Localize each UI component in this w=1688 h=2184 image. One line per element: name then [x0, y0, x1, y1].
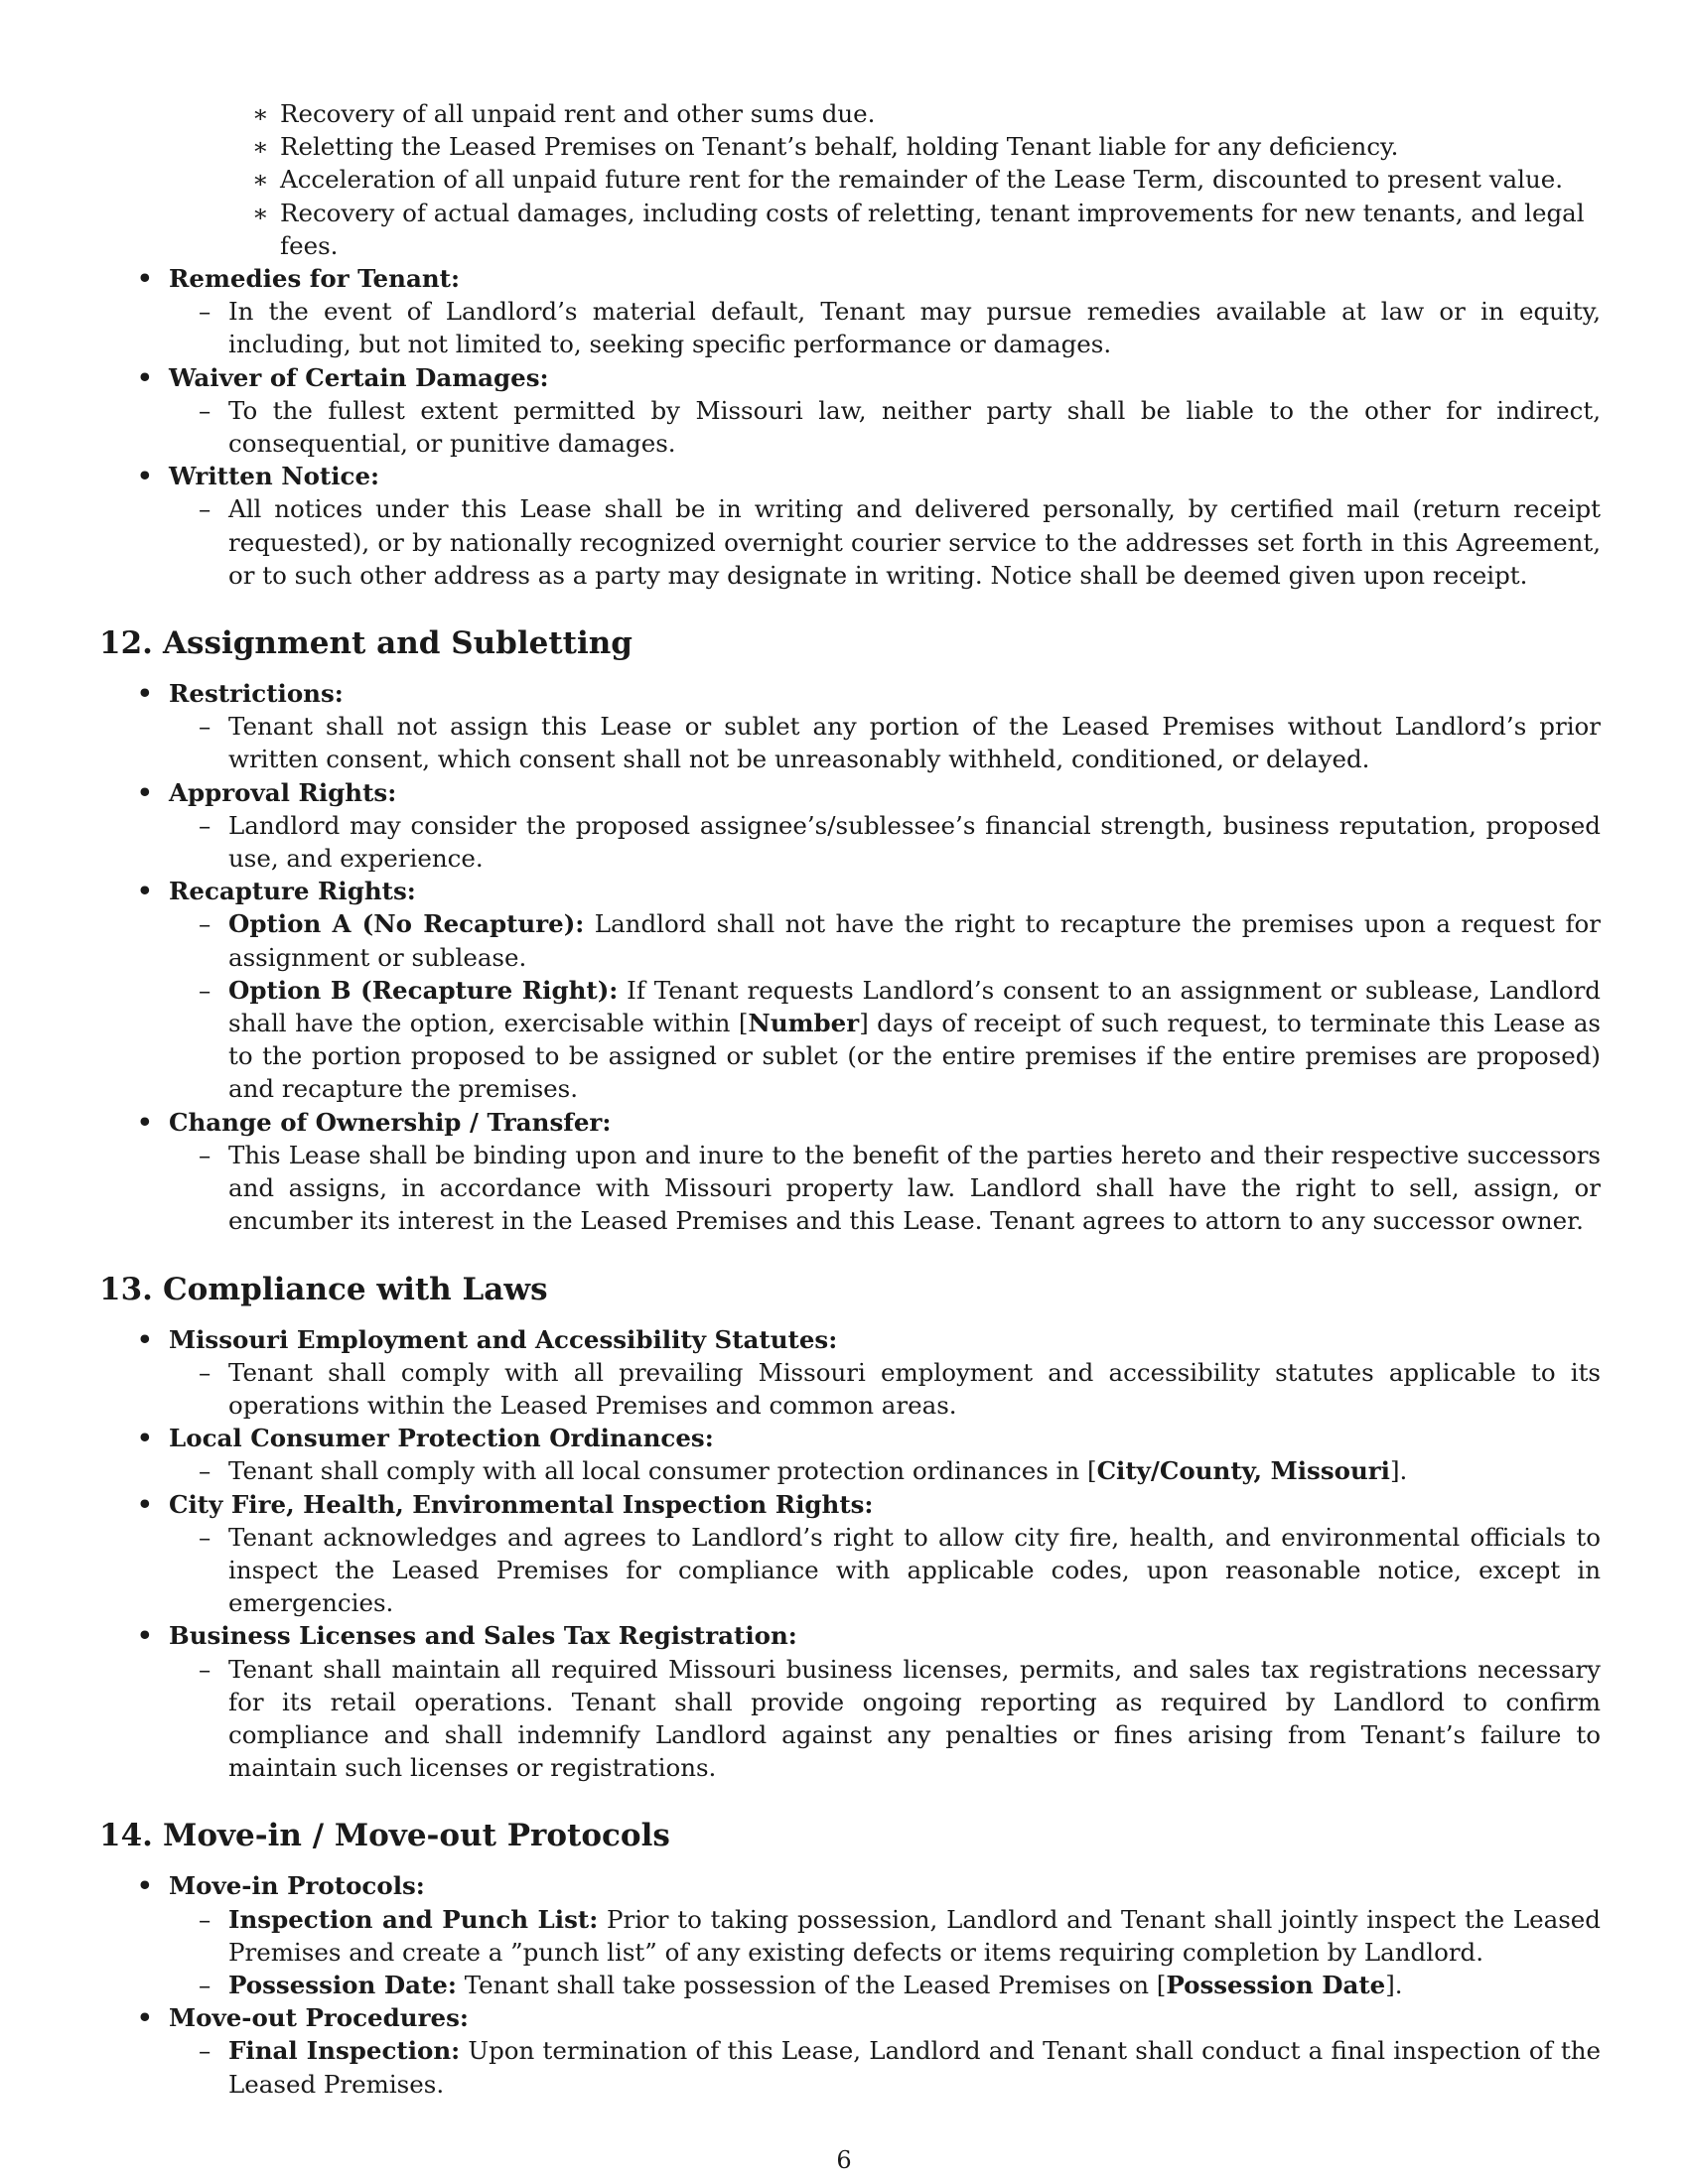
business-licenses-text: – Tenant shall maintain all required Missouri business licenses, permits, and sales tax registrations necessary for its retail operations. Tenant shall provide ongoing reporting as required by Landlord to confirm compliance and shall indemnify Landlord against any penalties or fines arising from Tenant’s failure to maintain such licenses or registrations. [99, 1653, 1601, 1785]
employment-statutes-heading: • Missouri Employment and Accessibility Statutes: [99, 1323, 1601, 1356]
option-b-item [99, 974, 1601, 1106]
section-13-title [99, 1270, 1601, 1309]
move-in-heading: • Move-in Protocols: [99, 1869, 1601, 1902]
possession-date-text: Tenant shall take possession of the Leased Premises on [ [456, 1970, 1167, 1999]
restrictions-text: – Tenant shall not assign this Lease or sublet any portion of the Leased Premises without Landlord’s prior written consent, which consent shall not be unreasonably withheld, conditioned, or delayed. [99, 710, 1601, 775]
restrictions-heading: • Restrictions: [99, 677, 1601, 710]
change-of-ownership-text: – This Lease shall be binding upon and inure to the benefit of the parties hereto and their respective successors and assigns, in accordance with Missouri property law. Landlord shall have the right to sell, assign, or encumber its interest in the Leased Premises and this Lease. Tenant agrees to attorn to any successor owner. [99, 1139, 1601, 1238]
final-inspection-text: Upon termination of this Lease, Landlord and Tenant shall conduct a final inspection of the Leased Premises. [228, 2036, 1601, 2099]
consumer-protection-heading: • Local Consumer Protection Ordinances: [99, 1422, 1601, 1454]
move-out-heading: • Move-out Procedures: [99, 2001, 1601, 2034]
section-number: 14. [99, 1818, 153, 1854]
approval-rights-heading: • Approval Rights: [99, 776, 1601, 809]
option-b-text: If Tenant requests Landlord’s consent to an assignment or sublease, Landlord shall have the option, exercisable within [ [228, 975, 1601, 1038]
punch-list-item [99, 1903, 1601, 1969]
city-county-placeholder: City/County, Missouri [1096, 1456, 1390, 1486]
waiver-heading: • Waiver of Certain Damages: [99, 361, 1601, 394]
inspection-rights-heading: • City Fire, Health, Environmental Inspection Rights: [99, 1488, 1601, 1521]
section-number: 12. [99, 625, 153, 662]
document-page [99, 97, 1601, 2101]
employment-statutes-text: – Tenant shall comply with all prevailing Missouri employment and accessibility statutes applicable to its operations within the Leased Premises and common areas. [99, 1356, 1601, 1422]
remedies-tenant-text: – In the event of Landlord’s material default, Tenant may pursue remedies available at law or in equity, including, but not limited to, seeking specific performance or damages. [99, 295, 1601, 360]
section-title: Compliance with Laws [163, 1271, 548, 1307]
section-title: Assignment and Subletting [163, 625, 633, 662]
section-12-title [99, 623, 1601, 663]
inspection-rights-text: – Tenant acknowledges and agrees to Landlord’s right to allow city fire, health, and environmental officials to inspect the Leased Premises for compliance with applicable codes, upon reasonable notice, except in emergencies. [99, 1521, 1601, 1620]
possession-date-item [99, 1969, 1601, 2001]
written-notice-text: – All notices under this Lease shall be in writing and delivered personally, by certified mail (return receipt requested), or by nationally recognized overnight courier service to the addresses set forth in this Agreement, or to such other address as a party may designate in writing. Notice shall be deemed given upon receipt. [99, 492, 1601, 592]
final-inspection-item [99, 2034, 1601, 2100]
option-a-text: Landlord shall not have the right to recapture the premises upon a request for assignment or sublease. [228, 909, 1601, 972]
recapture-rights-heading: • Recapture Rights: [99, 875, 1601, 907]
list-item: ∗ Recovery of all unpaid rent and other sums due. [99, 97, 1601, 130]
option-b-text-end: ] days of receipt of such request, to terminate this Lease as to the portion proposed to be assigned or sublet (or the entire premises if the entire premises are proposed) and recapture the premises. [228, 1009, 1602, 1104]
list-item: ∗ Recovery of actual damages, including costs of reletting, tenant improvements for new tenants, and legal fees. [99, 197, 1601, 262]
possession-date-label: Possession Date: [228, 1970, 457, 1999]
section-14-title [99, 1816, 1601, 1855]
punch-list-text: Prior to taking possession, Landlord and Tenant shall jointly inspect the Leased Premises and create a ”punch list” of any existing defects or items requiring completion by Landlord. [228, 1904, 1601, 1967]
possession-date-text-end: ]. [1385, 1970, 1403, 1999]
remedies-tenant-heading: • Remedies for Tenant: [99, 262, 1601, 295]
waiver-text: – To the fullest extent permitted by Missouri law, neither party shall be liable to the other for indirect, consequential, or punitive damages. [99, 394, 1601, 460]
business-licenses-heading: • Business Licenses and Sales Tax Registration: [99, 1619, 1601, 1652]
option-a-item [99, 907, 1601, 973]
consumer-protection-item [99, 1454, 1601, 1487]
punch-list-label: Inspection and Punch List: [228, 1904, 599, 1934]
option-b-label: Option B (Recapture Right): [228, 975, 619, 1005]
section-number: 13. [99, 1271, 153, 1307]
final-inspection-label: Final Inspection: [228, 2036, 461, 2066]
option-a-label: Option A (No Recapture): [228, 909, 585, 939]
written-notice-heading: • Written Notice: [99, 460, 1601, 492]
number-placeholder: Number [748, 1009, 860, 1038]
list-item: ∗ Acceleration of all unpaid future rent for the remainder of the Lease Term, discounted to present value. [99, 163, 1601, 196]
change-of-ownership-heading: • Change of Ownership / Transfer: [99, 1106, 1601, 1139]
page-number: 6 [836, 2146, 852, 2174]
consumer-protection-text: Tenant shall comply with all local consumer protection ordinances in [ [228, 1456, 1097, 1486]
approval-rights-text: – Landlord may consider the proposed assignee’s/sublessee’s financial strength, business reputation, proposed use, and experience. [99, 809, 1601, 875]
possession-date-placeholder: Possession Date [1166, 1970, 1386, 1999]
list-item: ∗ Reletting the Leased Premises on Tenant’s behalf, holding Tenant liable for any deficiency. [99, 130, 1601, 163]
section-title: Move-in / Move-out Protocols [163, 1818, 670, 1854]
consumer-protection-text-end: ]. [1390, 1456, 1408, 1486]
